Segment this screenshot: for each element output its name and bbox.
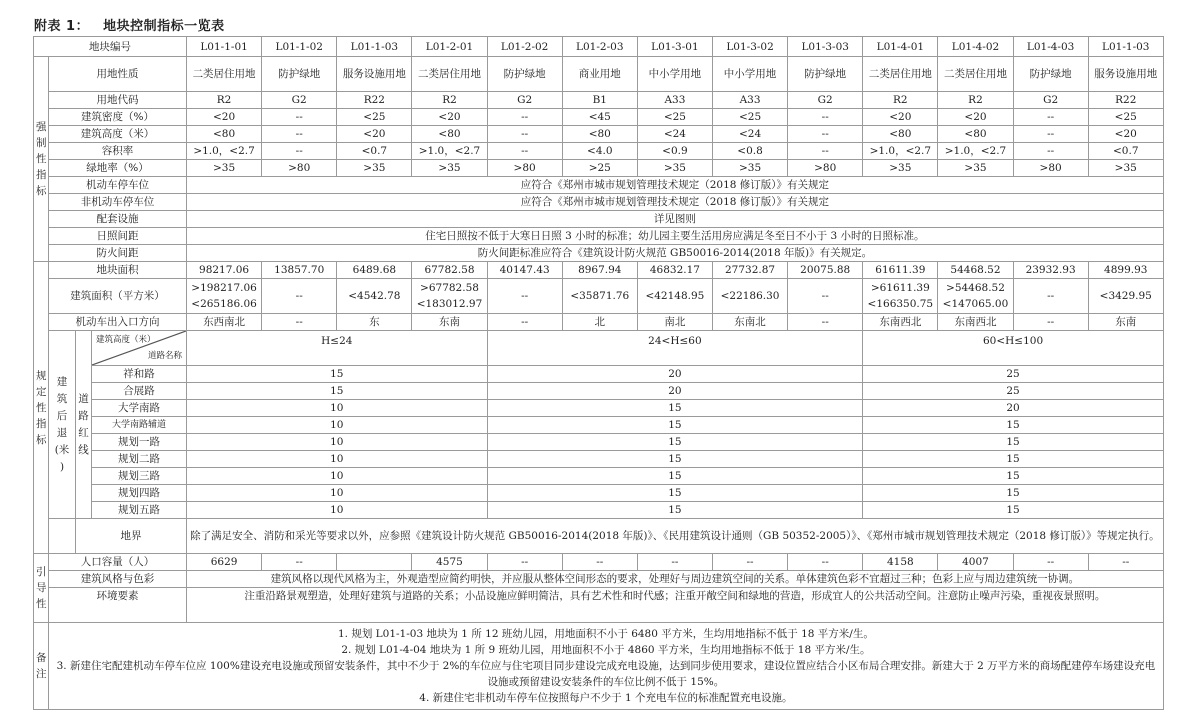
group-label-char: 性 xyxy=(36,401,47,414)
span-value: 应符合《郑州市城市规划管理技术规定（2018 修订版）》有关规定 xyxy=(187,177,1164,194)
span-value: 应符合《郑州市城市规划管理技术规定（2018 修订版）》有关规定 xyxy=(187,194,1164,211)
value-cell: >1.0，<2.7 xyxy=(863,143,938,160)
group-label xyxy=(34,262,49,554)
value-cell: -- xyxy=(487,554,562,571)
value-cell: 服务设施用地 xyxy=(1088,57,1163,92)
value-cell: 27732.87 xyxy=(712,262,787,279)
value-cell: G2 xyxy=(487,92,562,109)
value-cell: >35 xyxy=(1088,160,1163,177)
notes-cell xyxy=(49,623,1164,710)
value-cell: 防护绿地 xyxy=(487,57,562,92)
value-cell: <0.8 xyxy=(712,143,787,160)
setback-value: 10 xyxy=(187,502,488,519)
value-cell: -- xyxy=(1088,554,1163,571)
value-cell: <20 xyxy=(412,109,487,126)
setback-value: 15 xyxy=(863,468,1164,485)
value-cell: 4158 xyxy=(863,554,938,571)
setback-header-row xyxy=(34,331,1164,366)
value-cell: A33 xyxy=(712,92,787,109)
setback-char: (米 xyxy=(54,443,70,456)
row-label: 容积率 xyxy=(49,143,187,160)
value-cell: G2 xyxy=(1013,92,1088,109)
value-cell: <20 xyxy=(187,109,262,126)
value-cell: <0.9 xyxy=(637,143,712,160)
setback-value: 10 xyxy=(187,417,488,434)
value-cell: <0.7 xyxy=(337,143,412,160)
value-cell: 防护绿地 xyxy=(1013,57,1088,92)
value-cell: 商业用地 xyxy=(562,57,637,92)
road-name: 大学南路辅道 xyxy=(92,417,187,434)
row-label: 用地代码 xyxy=(49,92,187,109)
value-cell: -- xyxy=(262,279,337,314)
value-cell: -- xyxy=(262,554,337,571)
header-row xyxy=(34,37,1164,57)
setback-value: 20 xyxy=(487,383,863,400)
group-label xyxy=(34,57,49,262)
notes-row xyxy=(34,623,1164,710)
value-cell: -- xyxy=(1013,126,1088,143)
population-row xyxy=(34,554,1164,571)
mandatory-row xyxy=(34,160,1164,177)
value-cell: 二类居住用地 xyxy=(187,57,262,92)
height-band: 24<H≤60 xyxy=(487,331,863,366)
setback-value: 15 xyxy=(187,383,488,400)
road-name: 合展路 xyxy=(92,383,187,400)
value-cell: <4.0 xyxy=(562,143,637,160)
value-cell: <22186.30 xyxy=(712,279,787,314)
setback-char: 建 xyxy=(56,375,68,388)
value-cell: 中小学用地 xyxy=(637,57,712,92)
setback-value: 15 xyxy=(487,468,863,485)
value-cell: <25 xyxy=(1088,109,1163,126)
plot-id: L01-1-03 xyxy=(337,37,412,57)
value-cell: >35 xyxy=(187,160,262,177)
row-label: 绿地率（%） xyxy=(49,160,187,177)
mandatory-row xyxy=(34,109,1164,126)
setback-char: ) xyxy=(59,460,65,473)
value-cell: >80 xyxy=(788,160,863,177)
value-cell: 23932.93 xyxy=(1013,262,1088,279)
value-cell: >80 xyxy=(487,160,562,177)
road-row xyxy=(34,400,1164,417)
plot-id: L01-3-01 xyxy=(637,37,712,57)
value-cell: -- xyxy=(262,126,337,143)
value-cell: >54468.52 <147065.00 xyxy=(938,279,1013,314)
road-row xyxy=(34,502,1164,519)
value-cell: 6629 xyxy=(187,554,262,571)
value-cell: 二类居住用地 xyxy=(863,57,938,92)
value-cell: 中小学用地 xyxy=(712,57,787,92)
style-row xyxy=(34,571,1164,588)
plot-id: L01-2-02 xyxy=(487,37,562,57)
setback-value: 20 xyxy=(487,366,863,383)
plot-id: L01-1-01 xyxy=(187,37,262,57)
setback-value: 15 xyxy=(487,417,863,434)
group-label-char: 规 xyxy=(36,369,47,382)
value-cell: >67782.58 <183012.97 xyxy=(412,279,487,314)
value-cell: >25 xyxy=(562,160,637,177)
value-cell: >35 xyxy=(412,160,487,177)
value-cell: -- xyxy=(1013,554,1088,571)
value-cell: -- xyxy=(788,314,863,331)
setback-inner-char: 线 xyxy=(78,443,89,456)
road-row xyxy=(34,451,1164,468)
value-cell: <45 xyxy=(562,109,637,126)
group-label-char: 指 xyxy=(36,417,47,430)
value-cell: 67782.58 xyxy=(412,262,487,279)
value-cell: 防护绿地 xyxy=(262,57,337,92)
value-cell: 98217.06 xyxy=(187,262,262,279)
table-title xyxy=(34,15,225,34)
value-cell: <4542.78 xyxy=(337,279,412,314)
value-cell: A33 xyxy=(637,92,712,109)
road-name: 规划四路 xyxy=(92,485,187,502)
value-cell: <25 xyxy=(337,109,412,126)
value-cell: 二类居住用地 xyxy=(412,57,487,92)
road-name: 规划三路 xyxy=(92,468,187,485)
row-label: 非机动车停车位 xyxy=(49,194,187,211)
value-cell: 8967.94 xyxy=(562,262,637,279)
value-cell: R2 xyxy=(938,92,1013,109)
regulatory-row xyxy=(34,279,1164,314)
road-name: 规划五路 xyxy=(92,502,187,519)
plot-id: L01-4-02 xyxy=(938,37,1013,57)
group-label-char: 备 xyxy=(36,652,47,664)
value-cell: R22 xyxy=(1088,92,1163,109)
diagonal-header-cell xyxy=(92,331,187,366)
setback-value: 15 xyxy=(863,451,1164,468)
value-cell: -- xyxy=(262,314,337,331)
value-cell: <20 xyxy=(337,126,412,143)
mandatory-span-row xyxy=(34,228,1164,245)
value-cell: <20 xyxy=(863,109,938,126)
setback-value: 10 xyxy=(187,400,488,417)
row-label: 机动车停车位 xyxy=(49,177,187,194)
value-cell: >1.0，<2.7 xyxy=(412,143,487,160)
setback-value: 20 xyxy=(863,400,1164,417)
group-label-char: 性 xyxy=(36,153,47,165)
plot-id: L01-1-03 xyxy=(1088,37,1163,57)
value-cell: >61611.39 <166350.75 xyxy=(863,279,938,314)
road-name: 大学南路 xyxy=(92,400,187,417)
group-label-char: 制 xyxy=(36,137,47,149)
setback-value: 15 xyxy=(863,417,1164,434)
value-cell: 北 xyxy=(562,314,637,331)
value-cell: >80 xyxy=(262,160,337,177)
plot-id: L01-2-03 xyxy=(562,37,637,57)
value-cell: 东西南北 xyxy=(187,314,262,331)
group-label-char: 强 xyxy=(36,121,47,133)
control-index-table xyxy=(33,36,1164,710)
value-cell: 东 xyxy=(337,314,412,331)
value-cell: 20075.88 xyxy=(788,262,863,279)
road-row xyxy=(34,366,1164,383)
setback-value: 15 xyxy=(863,434,1164,451)
row-label: 用地性质 xyxy=(49,57,187,92)
value-cell: <24 xyxy=(637,126,712,143)
value-cell: -- xyxy=(487,109,562,126)
value-cell: -- xyxy=(788,554,863,571)
diag-bottom-label: 道路名称 xyxy=(147,351,182,361)
value-cell: 61611.39 xyxy=(863,262,938,279)
value-cell: 东南 xyxy=(412,314,487,331)
value-cell: -- xyxy=(712,554,787,571)
value-cell: <80 xyxy=(187,126,262,143)
setback-value: 15 xyxy=(487,451,863,468)
value-cell: 服务设施用地 xyxy=(337,57,412,92)
mandatory-row xyxy=(34,143,1164,160)
plot-id: L01-3-03 xyxy=(788,37,863,57)
value-cell: -- xyxy=(637,554,712,571)
setback-value: 15 xyxy=(487,434,863,451)
value-cell: 4007 xyxy=(938,554,1013,571)
setback-value: 25 xyxy=(863,383,1164,400)
mandatory-row xyxy=(34,57,1164,92)
group-label xyxy=(34,623,49,710)
setback-inner-char: 道 xyxy=(78,392,89,405)
boundary-row xyxy=(34,519,1164,554)
row-label: 防火间距 xyxy=(49,245,187,262)
note-item: 2. 规划 L01-4-04 地块为 1 所 9 班幼儿园，用地面积不小于 4860 平方米，生均用地指标不低于 18 平方米/生。 xyxy=(341,644,871,656)
group-label-char: 导 xyxy=(36,582,47,594)
row-label: 地块面积 xyxy=(49,262,187,279)
setback-value: 15 xyxy=(487,400,863,417)
value-cell: R2 xyxy=(863,92,938,109)
row-label: 人口容量（人） xyxy=(49,554,187,571)
environment-text: 注重沿路景观塑造，处理好建筑与道路的关系；小品设施应鲜明简洁，具有艺术性和时代感；注重开敞空间和绿地的营造，形成宜人的公共活动空间。注意防止噪声污染，重视夜景照明。 xyxy=(187,588,1164,623)
group-label-char: 注 xyxy=(36,668,47,680)
road-name: 祥和路 xyxy=(92,366,187,383)
header-label: 地块编号 xyxy=(34,37,187,57)
value-cell: 东南北 xyxy=(712,314,787,331)
value-cell: -- xyxy=(1013,109,1088,126)
value-cell: 13857.70 xyxy=(262,262,337,279)
group-label-char: 指 xyxy=(36,169,47,181)
value-cell: R2 xyxy=(187,92,262,109)
setback-value: 10 xyxy=(187,434,488,451)
value-cell: -- xyxy=(1013,279,1088,314)
value-cell: R22 xyxy=(337,92,412,109)
value-cell: 东南西北 xyxy=(863,314,938,331)
title-prefix: 附表 1： xyxy=(34,19,90,34)
plot-id: L01-4-03 xyxy=(1013,37,1088,57)
value-cell: <35871.76 xyxy=(562,279,637,314)
value-cell: >198217.06 <265186.06 xyxy=(187,279,262,314)
value-cell: -- xyxy=(1013,314,1088,331)
value-cell: -- xyxy=(487,314,562,331)
setback-char: 后 xyxy=(56,409,68,422)
value-cell: <25 xyxy=(637,109,712,126)
value-cell: -- xyxy=(262,109,337,126)
span-value: 住宅日照按不低于大寒日日照 3 小时的标准；幼儿园主要生活用房应满足冬至日不小于 3 小时的日照标准。 xyxy=(187,228,1164,245)
setback-value: 10 xyxy=(187,485,488,502)
mandatory-row xyxy=(34,126,1164,143)
value-cell: 东南西北 xyxy=(938,314,1013,331)
setback-value: 15 xyxy=(863,485,1164,502)
value-cell: >1.0，<2.7 xyxy=(187,143,262,160)
setback-value: 15 xyxy=(487,485,863,502)
setback-value: 25 xyxy=(863,366,1164,383)
setback-inner-label xyxy=(76,331,92,519)
setback-value: 10 xyxy=(187,451,488,468)
road-name: 规划一路 xyxy=(92,434,187,451)
row-label: 环境要素 xyxy=(49,588,187,623)
value-cell: -- xyxy=(788,109,863,126)
regulatory-row xyxy=(34,262,1164,279)
note-item: 3. 新建住宅配建机动车停车位应 100%建设充电设施或预留安装条件，其中不少于 2%的车位应与住宅项目同步建设完成充电设施，达到同步使用要求，建设位置应结合小区布局合理安排。新建大于 2 万平方米的商场配建停车场建设充电设施或预留建设安装条件的车位比例不低于 15%。 xyxy=(56,660,1156,688)
value-cell: <20 xyxy=(1088,126,1163,143)
value-cell: <80 xyxy=(938,126,1013,143)
plot-id: L01-2-01 xyxy=(412,37,487,57)
value-cell: <80 xyxy=(562,126,637,143)
row-label: 建筑风格与色彩 xyxy=(49,571,187,588)
setback-inner-char: 红 xyxy=(78,426,89,439)
value-cell: 东南 xyxy=(1088,314,1163,331)
value-cell: 6489.68 xyxy=(337,262,412,279)
setback-char: 筑 xyxy=(56,392,68,405)
mandatory-span-row xyxy=(34,194,1164,211)
group-label xyxy=(34,554,49,623)
value-cell: B1 xyxy=(562,92,637,109)
value-cell: <0.7 xyxy=(1088,143,1163,160)
road-row xyxy=(34,417,1164,434)
plot-id: L01-1-02 xyxy=(262,37,337,57)
value-cell: <3429.95 xyxy=(1088,279,1163,314)
note-item: 4. 新建住宅非机动车停车位按照每户不少于 1 个充电车位的标准配置充电设施。 xyxy=(419,692,793,704)
setback-outer-label xyxy=(49,331,76,519)
value-cell: >35 xyxy=(337,160,412,177)
value-cell: -- xyxy=(788,279,863,314)
value-cell: -- xyxy=(788,143,863,160)
road-row xyxy=(34,434,1164,451)
style-text: 建筑风格以现代风格为主，外观造型应简约明快，并应服从整体空间形态的要求，处理好与周边建筑空间的关系。单体建筑色彩不宜超过三种；色彩上应与周边建筑统一协调。 xyxy=(187,571,1164,588)
road-name: 规划二路 xyxy=(92,451,187,468)
value-cell: 4899.93 xyxy=(1088,262,1163,279)
value-cell: <80 xyxy=(863,126,938,143)
value-cell: >35 xyxy=(712,160,787,177)
mandatory-span-row xyxy=(34,211,1164,228)
spacer-cell xyxy=(49,519,76,554)
span-value: 详见图则 xyxy=(187,211,1164,228)
value-cell xyxy=(337,554,412,571)
value-cell: 40147.43 xyxy=(487,262,562,279)
diag-top-label: 建筑高度（米） xyxy=(96,335,156,345)
value-cell: -- xyxy=(1013,143,1088,160)
value-cell: R2 xyxy=(412,92,487,109)
setback-value: 10 xyxy=(187,468,488,485)
value-cell: 46832.17 xyxy=(637,262,712,279)
height-band: 60<H≤100 xyxy=(863,331,1164,366)
row-label: 建筑面积（平方米） xyxy=(49,279,187,314)
value-cell: 南北 xyxy=(637,314,712,331)
group-label-char: 性 xyxy=(36,598,47,610)
mandatory-span-row xyxy=(34,245,1164,262)
plot-id: L01-3-02 xyxy=(712,37,787,57)
value-cell: -- xyxy=(788,126,863,143)
row-label: 地界 xyxy=(76,519,187,554)
row-label: 配套设施 xyxy=(49,211,187,228)
span-value: 防火间距标准应符合《建筑设计防火规范 GB50016-2014(2018 年版)》有关规定。 xyxy=(187,245,1164,262)
group-label-char: 定 xyxy=(36,385,47,398)
value-cell: -- xyxy=(487,126,562,143)
value-cell: 二类居住用地 xyxy=(938,57,1013,92)
setback-value: 15 xyxy=(187,366,488,383)
value-cell: >1.0，<2.7 xyxy=(938,143,1013,160)
group-label-char: 引 xyxy=(36,566,47,578)
value-cell: >80 xyxy=(1013,160,1088,177)
value-cell: G2 xyxy=(788,92,863,109)
value-cell: -- xyxy=(487,143,562,160)
boundary-text: 除了满足安全、消防和采光等要求以外，应参照《建筑设计防火规范 GB50016-2014(2018 年版)》、《民用建筑设计通则（GB 50352-2005）》、《郑州市城市规划管理技术规定（2018 修订版）》等规定执行。 xyxy=(187,519,1164,554)
environment-row xyxy=(34,588,1164,623)
note-item: 1. 规划 L01-1-03 地块为 1 所 12 班幼儿园，用地面积不小于 6480 平方米，生均用地指标不低于 18 平方米/生。 xyxy=(337,628,874,640)
setback-char: 退 xyxy=(56,426,68,439)
value-cell: -- xyxy=(262,143,337,160)
value-cell: 54468.52 xyxy=(938,262,1013,279)
value-cell: -- xyxy=(487,279,562,314)
value-cell: <80 xyxy=(412,126,487,143)
setback-inner-char: 路 xyxy=(78,409,89,422)
value-cell: 防护绿地 xyxy=(788,57,863,92)
value-cell: -- xyxy=(562,554,637,571)
regulatory-row xyxy=(34,314,1164,331)
row-label: 建筑高度（米） xyxy=(49,126,187,143)
setback-value: 15 xyxy=(487,502,863,519)
value-cell: >35 xyxy=(938,160,1013,177)
title-text: 地块控制指标一览表 xyxy=(103,19,225,34)
value-cell: >35 xyxy=(863,160,938,177)
group-label-char: 标 xyxy=(36,185,47,197)
value-cell: <25 xyxy=(712,109,787,126)
row-label: 建筑密度（%） xyxy=(49,109,187,126)
value-cell: <20 xyxy=(938,109,1013,126)
value-cell: G2 xyxy=(262,92,337,109)
plot-id: L01-4-01 xyxy=(863,37,938,57)
value-cell: <24 xyxy=(712,126,787,143)
value-cell: <42148.95 xyxy=(637,279,712,314)
row-label: 日照间距 xyxy=(49,228,187,245)
group-label-char: 标 xyxy=(36,433,47,446)
height-band: H≤24 xyxy=(187,331,488,366)
row-label: 机动车出入口方向 xyxy=(49,314,187,331)
road-row xyxy=(34,485,1164,502)
value-cell: 4575 xyxy=(412,554,487,571)
mandatory-row xyxy=(34,92,1164,109)
setback-value: 15 xyxy=(863,502,1164,519)
road-row xyxy=(34,468,1164,485)
road-row xyxy=(34,383,1164,400)
mandatory-span-row xyxy=(34,177,1164,194)
value-cell: >35 xyxy=(637,160,712,177)
